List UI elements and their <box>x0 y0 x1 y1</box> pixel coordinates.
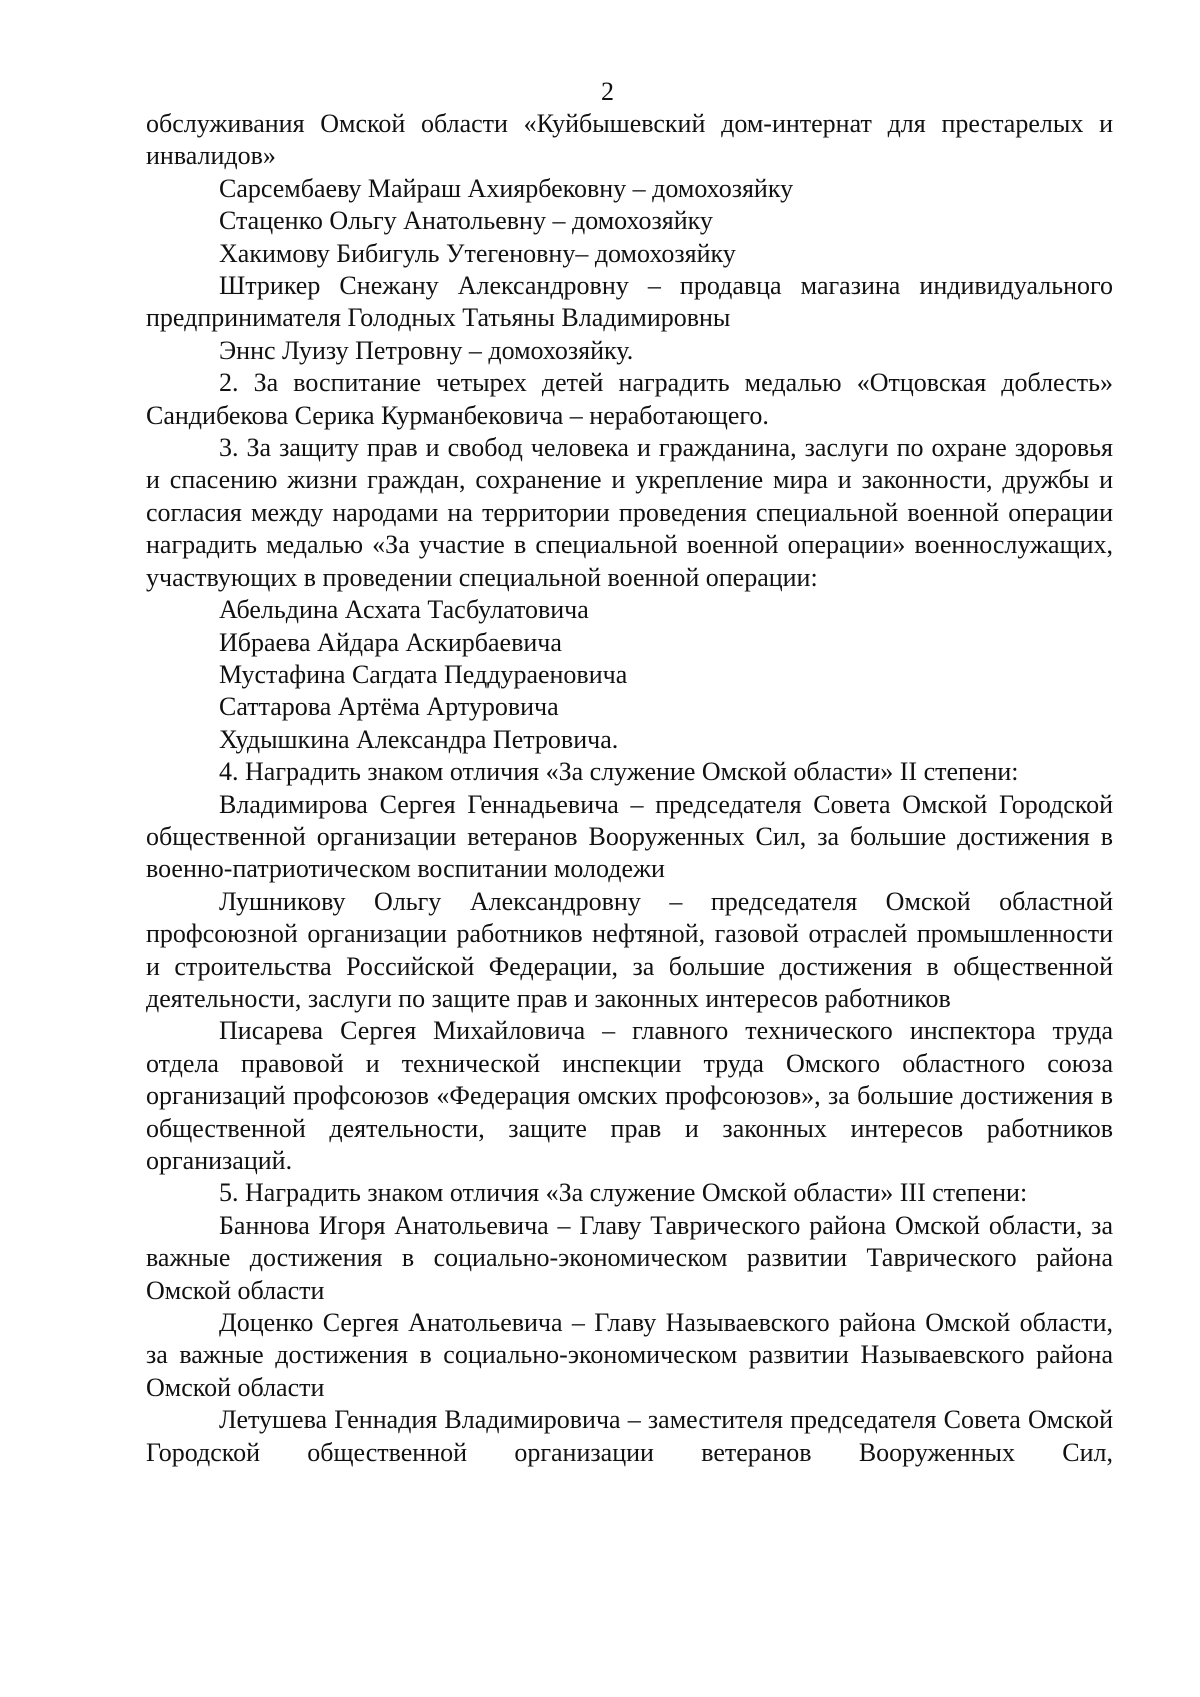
paragraph-awardee: Эннс Луизу Петровну – домохозяйку. <box>219 335 634 365</box>
paragraph-awardee: Хакимову Бибигуль Утегеновну– домохозяйку <box>219 238 736 268</box>
paragraph-awardee: Писарева Сергея Михайловича – главного технического инспектора труда отдела правовой и технической инспекции труда Омского областного союза организаций профсоюзов «Федерация омских профсоюзов», за большие достижения в общественной деятельности, защите прав и законных интересов работников организаций. <box>146 1016 1113 1175</box>
paragraph-awardee: Ибраева Айдара Аскирбаевича <box>219 627 562 657</box>
paragraph-clause-5: 5. Наградить знаком отличия «За служение Омской области» III степени: <box>219 1178 1028 1208</box>
paragraph-awardee: Доценко Сергея Анатольевича – Главу Называевского района Омской области, за важные достижения в социально-экономическом развитии Называевского района Омской области <box>146 1308 1113 1402</box>
paragraph-awardee: Саттарова Артёма Артуровича <box>219 692 559 722</box>
paragraph-awardee: Штрикер Снежану Александровну – продавца магазина индивидуального предпринимателя Голодных Татьяны Владимировны <box>146 271 1113 333</box>
page-number: 2 <box>601 77 614 106</box>
paragraph-awardee: Худышкина Александра Петровича. <box>219 724 619 754</box>
paragraph-awardee: Владимирова Сергея Геннадьевича – председателя Совета Омской Городской общественной организации ветеранов Вооруженных Сил, за большие достижения в военно-патриотическом воспитании молодежи <box>146 789 1113 884</box>
paragraph-clause-3: 3. За защиту прав и свобод человека и гражданина, заслуги по охране здоровья и спасению жизни граждан, сохранение и укрепление мира и законности, дружбы и согласия между народами на территории проведения специальной военной операции наградить медалью «За участие в специальной военной операции» военнослужащих, участвующих в проведении специальной военной операции: <box>146 433 1113 592</box>
document-body <box>146 108 1113 1469</box>
paragraph-awardee: Баннова Игоря Анатольевича – Главу Таврического района Омской области, за важные достижения в социально-экономическом развитии Таврического района Омской области <box>146 1210 1113 1305</box>
paragraph-intro-continuation: обслуживания Омской области «Куйбышевский дом-интернат для престарелых и инвалидов» <box>146 109 1113 171</box>
paragraph-awardee: Стаценко Ольгу Анатольевну – домохозяйку <box>219 206 713 236</box>
paragraph-clause-2: 2. За воспитание четырех детей наградить медалью «Отцовская доблесть» Сандибекова Серика Курманбековича – неработающего. <box>146 368 1113 430</box>
paragraph-awardee: Сарсембаеву Майраш Ахиярбековну – домохозяйку <box>219 173 794 203</box>
paragraph-clause-4: 4. Наградить знаком отличия «За служение Омской области» II степени: <box>219 757 1019 787</box>
paragraph-awardee: Абельдина Асхата Тасбулатовича <box>219 595 589 625</box>
paragraph-awardee: Мустафина Сагдата Педдураеновича <box>219 659 628 689</box>
paragraph-awardee: Лушникову Ольгу Александровну – председателя Омской областной профсоюзной организации работников нефтяной, газовой отраслей промышленности и строительства Российской Федерации, за большие достижения в общественной деятельности, заслуги по защите прав и законных интересов работников <box>146 886 1113 1013</box>
paragraph-awardee-continued: Летушева Геннадия Владимировича – заместителя председателя Совета Омской Городской общественной организации ветеранов Вооруженных Сил, <box>146 1405 1113 1467</box>
